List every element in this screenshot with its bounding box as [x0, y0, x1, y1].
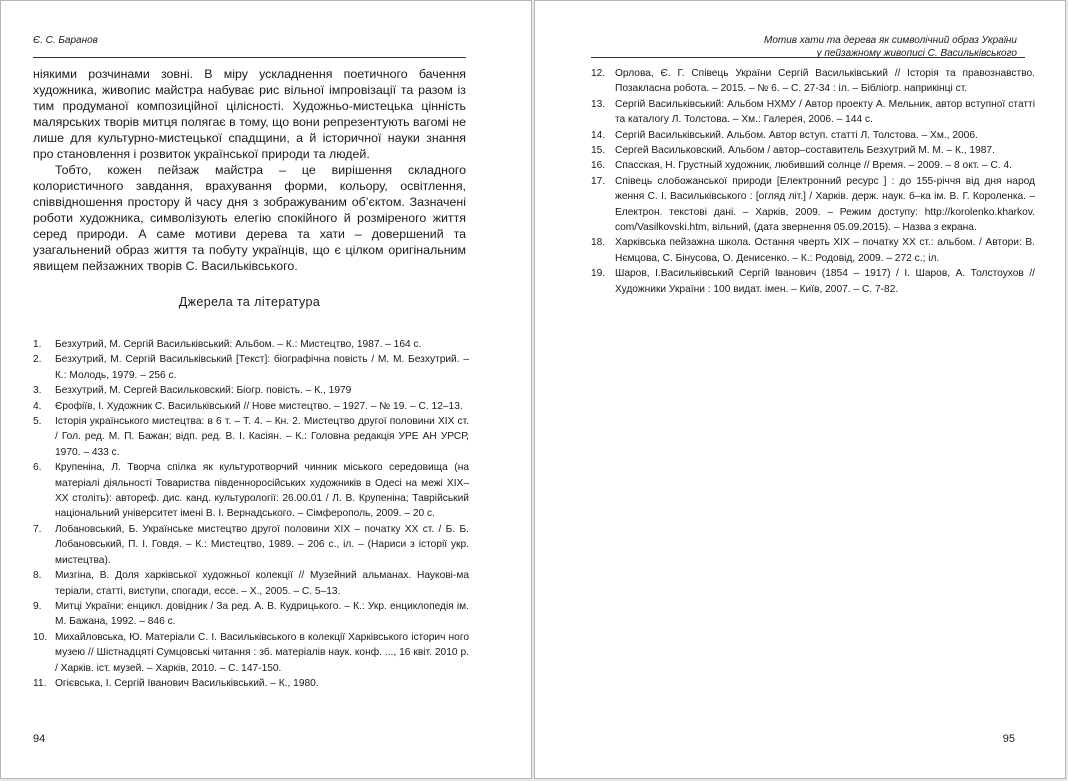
reference-text: Сергій Васильківський. Альбом. Автор вступ. статті Л. Толстова. – Хм., 2006. [615, 129, 978, 141]
reference-item [33, 460, 469, 522]
reference-item [33, 630, 469, 676]
body-paragraph: Тобто, кожен пейзаж майстра – це вирішення складного колористичного завдання, врахування форми, кольору, освітлення, співвідношення простору й часу дня з зображуваним об’єктом. Зазначені роботи художника, символізують елегію спокійного й розміреного життя серед природи. А саме мотиви дерева та хати – довершений та узагальнений образ життя та побуту українців, що є цілком оригінальним явищем пейзажних творів С. Васильківського. [33, 163, 466, 273]
page-number: 95 [1002, 733, 1015, 745]
reference-text: Михайловська, Ю. Матеріали С. І. Васильківського в колекції Харківського історич ного музею // Шістнадцяті Сумцовські читання : зб. матеріалів наук. конф. ..., 16 квіт. 2010 р. / Харків. іст. музей. – Харків, 2010. – С. 147-150. [55, 631, 469, 674]
reference-text: Історія українського мистецтва: в 6 т. – Т. 4. – Кн. 2. Мистецтво другої половини XIX ст. / Гол. ред. М. П. Бажан; відп. ред. В. І. Касіян. – К.: Головна редакція УРЕ АН УРСР, 1970. – 433 с. [55, 416, 469, 458]
reference-number: 15. [591, 145, 606, 157]
reference-item [591, 128, 1035, 143]
reference-item [591, 158, 1035, 173]
reference-number: 7. [33, 523, 42, 535]
reference-text: Безхутрий, М. Сергій Васильківський [Текст]: біографічна повість / М. М. Безхутрий. – К.: Молодь, 1979. – 256 с. [55, 354, 469, 381]
reference-text: Мизгіна, В. Доля харківської художньої колекції // Музейний альманах. Наукові-ма теріали, статті, виступи, спогади, ессе. – Х., 2005. – С. 5–13. [55, 570, 469, 597]
reference-item [33, 383, 469, 398]
reference-item [33, 414, 469, 460]
reference-number: 2. [33, 354, 42, 366]
reference-number: 16. [591, 160, 606, 172]
reference-number: 19. [591, 268, 606, 280]
reference-number: 3. [33, 385, 42, 397]
reference-item [591, 235, 1035, 266]
reference-text: Крупеніна, Л. Творча спілка як культуротворчий чинник міського середовища (на матеріалі діяльності Товариства південноросійських художників в Одесі на межі XIX–XX століть): автореф. дис. канд. культурології: 26.00.01 / Л. В. Крупеніна; Таврійський національний університет імені В. І. Вернадського. – Сімферополь, 2009. – 20 с. [55, 462, 469, 520]
body-text [33, 66, 466, 274]
running-head-line: Мотив хати та дерева як символічний образ України [764, 35, 1017, 46]
reference-number: 5. [33, 416, 42, 428]
header-rule [591, 57, 1025, 58]
reference-item [33, 399, 469, 414]
reference-number: 14. [591, 129, 606, 141]
reference-number: 18. [591, 237, 606, 249]
reference-text: Огієвська, І. Сергій Іванович Васильківський. – К., 1980. [55, 677, 319, 689]
running-head-line: у пейзажному живописі С. Васильківського [816, 48, 1017, 59]
running-head-author: Є. С. Баранов [33, 35, 98, 46]
reference-item [591, 66, 1035, 97]
reference-number: 11. [33, 677, 47, 689]
reference-item [33, 352, 469, 383]
reference-item [591, 174, 1035, 236]
reference-item [591, 97, 1035, 128]
reference-number: 9. [33, 600, 42, 612]
reference-text: Сергій Васильківський: Альбом НХМУ / Автор проекту А. Мельник, автор вступної статті та каталогу Л. Толстова. – Хм.: Галерея, 2006. – 144 с. [615, 98, 1035, 126]
reference-item [33, 337, 469, 352]
reference-text: Митці України: енцикл. довідник / За ред. А. В. Кудрицького. – К.: Укр. енциклопедія ім. М. Бажана, 1992. – 846 с. [55, 600, 469, 628]
reference-text: Спасская, Н. Грустный художник, любивший солнце // Время. – 2009. – 8 окт. – С. 4. [615, 160, 1012, 172]
reference-number: 4. [33, 400, 42, 412]
reference-number: 17. [591, 175, 606, 187]
reference-text: Безхутрий, М. Сергій Васильківський: Альбом. – К.: Мистецтво, 1987. – 164 с. [55, 339, 422, 350]
reference-number: 8. [33, 570, 42, 582]
reference-item [591, 266, 1035, 297]
reference-number: 12. [591, 68, 606, 79]
reference-item [33, 522, 469, 568]
left-page [0, 0, 532, 779]
header-rule [33, 57, 466, 58]
reference-text: Лобановський, Б. Українське мистецтво другої половини XIX – початку XX ст. / Б. Б. Лобановський, П. І. Говдя. – К.: Мистецтво, 1989. – 206 с., іл. – (Нариси з історії укр. мистецтва). [55, 523, 469, 566]
body-paragraph: ніякими розчинами зовні. В міру ускладнення поетичного бачення художника, живопис майстра набуває рис вільної імпровізації та разом із тим продуманої композиційної цілісності. Художньо-мистецька цінність малярських творів митця полягає в тому, що вони репрезентують вагомі не лише для культурно-мистецької спадщини, а й історичної науки знання про становлення і розвиток української природи та людей. [33, 67, 466, 161]
reference-text: Шаров, І.Васильківський Сергій Іванович (1854 – 1917) / І. Шаров, А. Толстоухов // Художники України : 100 видат. імен. – Київ, 2007. – С. 7-82. [615, 268, 1035, 295]
reference-number: 1. [33, 339, 42, 350]
reference-item [33, 599, 469, 630]
reference-item [33, 676, 469, 691]
reference-number: 10. [33, 631, 48, 643]
reference-number: 13. [591, 98, 606, 110]
reference-text: Співець слобожанської природи [Електронний ресурс ] : до 155-річчя від дня народ ження С. І. Васильківського : [огляд літ.] / Харків. держ. наук. б–ка ім. В. Г. Короленка. – Електрон. текстові дані. – Харків, 2009. – Режим доступу: http://korolenko.kharkov. com/Vasilkovski.htm, вільний, (дата звернення 05.09.2015). – Назва з екрана. [615, 175, 1035, 234]
reference-number: 6. [33, 462, 42, 474]
page-number: 94 [33, 733, 46, 745]
reference-text: Харківська пейзажна школа. Остання чверть XIX – початку XX ст.: альбом. / Автори: В. Нємцова, С. Бінусова, О. Денисенко. – К.: Родовід, 2009. – 272 с.; іл. [615, 237, 1035, 264]
section-title: Джерела та література [178, 295, 321, 309]
reference-text: Сергей Васильковский. Альбом / автор–составитель Безхутрий М. М. – К., 1987. [615, 145, 995, 157]
reference-item [591, 143, 1035, 158]
reference-text: Орлова, Є. Г. Співець України Сергій Васильківський // Історія та правознавство. Позакласна робота. – 2015. – № 6. – С. 27-34 : іл. – Бібліогр. наприкінці ст. [615, 68, 1035, 95]
reference-text: Єрофіїв, І. Художник С. Васильківський // Нове мистецтво. – 1927. – № 19. – С. 12–13. [55, 400, 463, 412]
right-page [534, 0, 1066, 779]
reference-text: Безхутрий, М. Сергей Васильковский: Біогр. повість. – К., 1979 [55, 385, 352, 397]
reference-list [591, 66, 1035, 297]
reference-list [33, 337, 469, 691]
reference-item [33, 568, 469, 599]
